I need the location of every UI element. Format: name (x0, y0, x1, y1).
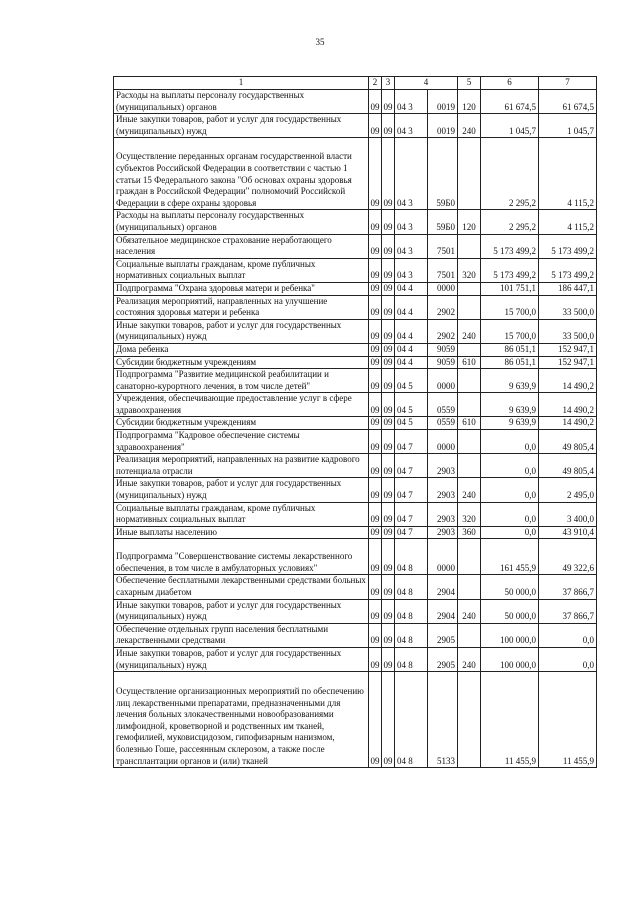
row-rz-cell: 09 (369, 575, 382, 599)
row-csr-code-cell: 7501 (428, 258, 458, 282)
row-pr-cell: 09 (382, 478, 395, 502)
row-rz-cell: 09 (369, 478, 382, 502)
row-rz-cell: 09 (369, 319, 382, 343)
row-csr-program-cell: 04 4 (395, 295, 428, 319)
row-amount-year1-cell: 2 295,2 (481, 138, 539, 210)
row-rz-cell: 09 (369, 343, 382, 356)
table-row (114, 234, 597, 258)
row-csr-code-cell: 2904 (428, 599, 458, 623)
row-amount-year1-cell: 2 295,2 (481, 210, 539, 234)
row-pr-cell: 09 (382, 502, 395, 526)
row-name-cell: Расходы на выплаты персоналу государственных (муниципальных) органов (114, 90, 369, 114)
row-rz-cell: 09 (369, 114, 382, 138)
row-amount-year1-cell: 0,0 (481, 478, 539, 502)
row-csr-program-cell: 04 3 (395, 114, 428, 138)
row-vr-cell (458, 138, 481, 210)
row-csr-program-cell: 04 7 (395, 526, 428, 539)
row-csr-code-cell: 2902 (428, 295, 458, 319)
row-pr-cell: 09 (382, 356, 395, 369)
row-pr-cell: 09 (382, 647, 395, 671)
row-csr-code-cell: 2903 (428, 454, 458, 478)
row-csr-program-cell: 04 8 (395, 539, 428, 575)
row-amount-year2-cell: 4 115,2 (539, 210, 597, 234)
row-name-cell: Субсидии бюджетным учреждениям (114, 417, 369, 430)
row-csr-program-cell: 04 4 (395, 356, 428, 369)
page-number: 35 (315, 37, 325, 47)
row-name-cell: Подпрограмма "Охрана здоровья матери и ребенка" (114, 282, 369, 295)
table-row (114, 319, 597, 343)
row-vr-cell: 240 (458, 478, 481, 502)
row-rz-cell: 09 (369, 539, 382, 575)
row-csr-program-cell: 04 7 (395, 454, 428, 478)
row-csr-program-cell: 04 5 (395, 417, 428, 430)
table-row (114, 502, 597, 526)
row-vr-cell (458, 234, 481, 258)
row-csr-code-cell: 0559 (428, 417, 458, 430)
row-amount-year1-cell: 101 751,1 (481, 282, 539, 295)
row-rz-cell: 09 (369, 417, 382, 430)
row-vr-cell: 610 (458, 356, 481, 369)
row-csr-program-cell: 04 8 (395, 672, 428, 768)
row-csr-code-cell: 2903 (428, 526, 458, 539)
row-name-cell: Иные закупки товаров, работ и услуг для государственных (муниципальных) нужд (114, 599, 369, 623)
row-amount-year2-cell: 37 866,7 (539, 575, 597, 599)
row-vr-cell (458, 369, 481, 393)
row-amount-year2-cell: 14 490,2 (539, 369, 597, 393)
row-rz-cell: 09 (369, 138, 382, 210)
row-csr-code-cell: 9059 (428, 343, 458, 356)
row-pr-cell: 09 (382, 539, 395, 575)
row-pr-cell: 09 (382, 454, 395, 478)
row-pr-cell: 09 (382, 138, 395, 210)
row-csr-code-cell: 0000 (428, 282, 458, 295)
row-amount-year1-cell: 0,0 (481, 430, 539, 454)
row-csr-code-cell: 0019 (428, 90, 458, 114)
row-amount-year1-cell: 61 674,5 (481, 90, 539, 114)
header-cell: 7 (539, 77, 597, 90)
row-name-cell: Подпрограмма "Развитие медицинской реабилитации и санаторно-курортного лечения, в том числе детей" (114, 369, 369, 393)
row-vr-cell: 240 (458, 647, 481, 671)
row-rz-cell: 09 (369, 295, 382, 319)
row-csr-code-cell: 9059 (428, 356, 458, 369)
row-amount-year1-cell: 0,0 (481, 526, 539, 539)
row-rz-cell: 09 (369, 647, 382, 671)
row-amount-year1-cell: 9 639,9 (481, 393, 539, 417)
row-vr-cell: 360 (458, 526, 481, 539)
table-row (114, 478, 597, 502)
row-vr-cell (458, 343, 481, 356)
row-csr-code-cell: 2903 (428, 502, 458, 526)
row-csr-code-cell: 0019 (428, 114, 458, 138)
row-name-cell: Иные закупки товаров, работ и услуг для государственных (муниципальных) нужд (114, 647, 369, 671)
row-rz-cell: 09 (369, 356, 382, 369)
header-cell: 3 (382, 77, 395, 90)
table-row (114, 672, 597, 768)
row-vr-cell (458, 454, 481, 478)
row-name-cell: Расходы на выплаты персоналу государственных (муниципальных) органов (114, 210, 369, 234)
row-amount-year1-cell: 0,0 (481, 454, 539, 478)
row-vr-cell (458, 623, 481, 647)
row-rz-cell: 09 (369, 393, 382, 417)
row-amount-year1-cell: 86 051,1 (481, 356, 539, 369)
row-amount-year2-cell: 186 447,1 (539, 282, 597, 295)
row-amount-year2-cell: 0,0 (539, 623, 597, 647)
row-amount-year1-cell: 1 045,7 (481, 114, 539, 138)
row-vr-cell: 240 (458, 599, 481, 623)
row-vr-cell (458, 672, 481, 768)
row-csr-program-cell: 04 5 (395, 393, 428, 417)
row-pr-cell: 09 (382, 90, 395, 114)
row-csr-program-cell: 04 4 (395, 282, 428, 295)
row-csr-program-cell: 04 3 (395, 138, 428, 210)
row-csr-program-cell: 04 8 (395, 623, 428, 647)
row-amount-year2-cell: 5 173 499,2 (539, 234, 597, 258)
table-row (114, 454, 597, 478)
row-rz-cell: 09 (369, 210, 382, 234)
row-name-cell: Обеспечение бесплатными лекарственными средствами больных сахарным диабетом (114, 575, 369, 599)
table-row (114, 369, 597, 393)
row-csr-code-cell: 0000 (428, 430, 458, 454)
row-name-cell: Обеспечение отдельных групп населения бесплатными лекарственными средствами (114, 623, 369, 647)
row-amount-year1-cell: 5 173 499,2 (481, 234, 539, 258)
row-amount-year1-cell: 9 639,9 (481, 369, 539, 393)
table-row (114, 114, 597, 138)
row-csr-program-cell: 04 7 (395, 430, 428, 454)
row-pr-cell: 09 (382, 623, 395, 647)
table-row (114, 258, 597, 282)
row-vr-cell (458, 295, 481, 319)
row-csr-code-cell: 0559 (428, 393, 458, 417)
row-amount-year2-cell: 49 805,4 (539, 454, 597, 478)
row-amount-year1-cell: 9 639,9 (481, 417, 539, 430)
row-csr-code-cell: 2905 (428, 623, 458, 647)
row-csr-program-cell: 04 7 (395, 502, 428, 526)
row-name-cell: Социальные выплаты гражданам, кроме публичных нормативных социальных выплат (114, 258, 369, 282)
row-amount-year2-cell: 14 490,2 (539, 393, 597, 417)
row-pr-cell: 09 (382, 114, 395, 138)
row-vr-cell (458, 393, 481, 417)
row-csr-code-cell: 0000 (428, 539, 458, 575)
table-row (114, 295, 597, 319)
row-rz-cell: 09 (369, 526, 382, 539)
table-row (114, 393, 597, 417)
row-rz-cell: 09 (369, 90, 382, 114)
row-rz-cell: 09 (369, 234, 382, 258)
table-header-row (114, 77, 597, 90)
row-amount-year1-cell: 5 173 499,2 (481, 258, 539, 282)
row-name-cell: Иные выплаты населению (114, 526, 369, 539)
row-amount-year2-cell: 33 500,0 (539, 319, 597, 343)
row-pr-cell: 09 (382, 282, 395, 295)
row-name-cell: Реализация мероприятий, направленных на улучшение состояния здоровья матери и ребенка (114, 295, 369, 319)
row-csr-code-cell: 2905 (428, 647, 458, 671)
budget-table (113, 76, 597, 768)
table-row (114, 539, 597, 575)
table-row (114, 430, 597, 454)
row-pr-cell: 09 (382, 526, 395, 539)
row-csr-program-cell: 04 4 (395, 343, 428, 356)
row-amount-year1-cell: 161 455,9 (481, 539, 539, 575)
table-row (114, 282, 597, 295)
row-pr-cell: 09 (382, 575, 395, 599)
row-rz-cell: 09 (369, 454, 382, 478)
table-row (114, 417, 597, 430)
table-row (114, 138, 597, 210)
row-rz-cell: 09 (369, 502, 382, 526)
table-row (114, 210, 597, 234)
row-amount-year2-cell: 3 400,0 (539, 502, 597, 526)
row-name-cell: Подпрограмма "Совершенствование системы лекарственного обеспечения, в том числе в амбулаторных условиях" (114, 539, 369, 575)
row-csr-program-cell: 04 8 (395, 647, 428, 671)
header-cell: 1 (114, 77, 369, 90)
row-rz-cell: 09 (369, 282, 382, 295)
row-name-cell: Иные закупки товаров, работ и услуг для государственных (муниципальных) нужд (114, 114, 369, 138)
header-cell: 4 (395, 77, 458, 90)
row-csr-code-cell: 2902 (428, 319, 458, 343)
row-name-cell: Субсидии бюджетным учреждениям (114, 356, 369, 369)
table-row (114, 647, 597, 671)
row-csr-code-cell: 59Б0 (428, 210, 458, 234)
row-name-cell: Учреждения, обеспечивающие предоставление услуг в сфере здравоохранения (114, 393, 369, 417)
header-cell: 2 (369, 77, 382, 90)
header-cell: 5 (458, 77, 481, 90)
row-pr-cell: 09 (382, 599, 395, 623)
row-name-cell: Иные закупки товаров, работ и услуг для государственных (муниципальных) нужд (114, 319, 369, 343)
table-row (114, 343, 597, 356)
row-name-cell: Иные закупки товаров, работ и услуг для государственных (муниципальных) нужд (114, 478, 369, 502)
table-row (114, 90, 597, 114)
row-name-cell: Реализация мероприятий, направленных на развитие кадрового потенциала отрасли (114, 454, 369, 478)
row-csr-program-cell: 04 3 (395, 90, 428, 114)
row-csr-program-cell: 04 7 (395, 478, 428, 502)
table-row (114, 575, 597, 599)
row-rz-cell: 09 (369, 672, 382, 768)
row-vr-cell (458, 282, 481, 295)
row-pr-cell: 09 (382, 369, 395, 393)
row-amount-year1-cell: 100 000,0 (481, 647, 539, 671)
row-amount-year2-cell: 33 500,0 (539, 295, 597, 319)
row-amount-year2-cell: 43 910,4 (539, 526, 597, 539)
row-vr-cell (458, 430, 481, 454)
row-vr-cell: 320 (458, 258, 481, 282)
row-csr-program-cell: 04 5 (395, 369, 428, 393)
row-amount-year2-cell: 152 947,1 (539, 343, 597, 356)
row-amount-year2-cell: 11 455,9 (539, 672, 597, 768)
row-amount-year1-cell: 50 000,0 (481, 575, 539, 599)
row-csr-program-cell: 04 4 (395, 319, 428, 343)
row-csr-program-cell: 04 3 (395, 234, 428, 258)
row-amount-year2-cell: 37 866,7 (539, 599, 597, 623)
row-pr-cell: 09 (382, 417, 395, 430)
row-name-cell: Дома ребенка (114, 343, 369, 356)
table-row (114, 526, 597, 539)
row-amount-year2-cell: 49 805,4 (539, 430, 597, 454)
row-amount-year1-cell: 15 700,0 (481, 295, 539, 319)
row-name-cell: Социальные выплаты гражданам, кроме публичных нормативных социальных выплат (114, 502, 369, 526)
row-vr-cell (458, 539, 481, 575)
row-vr-cell: 240 (458, 114, 481, 138)
row-name-cell: Осуществление переданных органам государственной власти субъектов Российской Федерации в соответствии с частью 1 статьи 15 Федерального закона "Об основах охраны здоровья граждан в Российской Федерации" полномочий Российской Федерации в сфере охраны здоровья (114, 138, 369, 210)
row-rz-cell: 09 (369, 369, 382, 393)
row-vr-cell: 610 (458, 417, 481, 430)
row-amount-year2-cell: 5 173 499,2 (539, 258, 597, 282)
row-csr-code-cell: 59Б0 (428, 138, 458, 210)
row-csr-code-cell: 2904 (428, 575, 458, 599)
row-amount-year2-cell: 1 045,7 (539, 114, 597, 138)
row-pr-cell: 09 (382, 234, 395, 258)
row-name-cell: Осуществление организационных мероприятий по обеспечению лиц лекарственными препаратами, предназначенными для лечения больных злокачественными новообразованиями лимфоидной, кроветворной и родственных им тканей, гемофилией, муковисцидозом, гипофизарным нанизмом, болезнью Гоше, рассеянным склерозом, а также после трансплантации органов и (или) тканей (114, 672, 369, 768)
row-pr-cell: 09 (382, 295, 395, 319)
row-csr-program-cell: 04 8 (395, 575, 428, 599)
row-amount-year1-cell: 11 455,9 (481, 672, 539, 768)
row-pr-cell: 09 (382, 319, 395, 343)
row-amount-year2-cell: 61 674,5 (539, 90, 597, 114)
row-vr-cell: 320 (458, 502, 481, 526)
table-row (114, 356, 597, 369)
row-pr-cell: 09 (382, 393, 395, 417)
table-row (114, 623, 597, 647)
row-amount-year1-cell: 86 051,1 (481, 343, 539, 356)
row-csr-code-cell: 2903 (428, 478, 458, 502)
row-rz-cell: 09 (369, 430, 382, 454)
row-amount-year2-cell: 2 495,0 (539, 478, 597, 502)
row-amount-year2-cell: 0,0 (539, 647, 597, 671)
row-amount-year2-cell: 4 115,2 (539, 138, 597, 210)
row-csr-program-cell: 04 8 (395, 599, 428, 623)
row-pr-cell: 09 (382, 343, 395, 356)
row-amount-year1-cell: 50 000,0 (481, 599, 539, 623)
row-pr-cell: 09 (382, 430, 395, 454)
row-name-cell: Подпрограмма "Кадровое обеспечение системы здравоохранения" (114, 430, 369, 454)
row-amount-year1-cell: 0,0 (481, 502, 539, 526)
row-pr-cell: 09 (382, 672, 395, 768)
row-vr-cell: 120 (458, 90, 481, 114)
row-amount-year2-cell: 49 322,6 (539, 539, 597, 575)
row-amount-year1-cell: 15 700,0 (481, 319, 539, 343)
row-csr-code-cell: 7501 (428, 234, 458, 258)
row-csr-program-cell: 04 3 (395, 210, 428, 234)
row-rz-cell: 09 (369, 599, 382, 623)
row-csr-code-cell: 0000 (428, 369, 458, 393)
row-vr-cell: 120 (458, 210, 481, 234)
row-amount-year2-cell: 14 490,2 (539, 417, 597, 430)
row-pr-cell: 09 (382, 210, 395, 234)
row-name-cell: Обязательное медицинское страхование неработающего населения (114, 234, 369, 258)
row-csr-code-cell: 5133 (428, 672, 458, 768)
header-cell: 6 (481, 77, 539, 90)
row-amount-year2-cell: 152 947,1 (539, 356, 597, 369)
row-amount-year1-cell: 100 000,0 (481, 623, 539, 647)
row-rz-cell: 09 (369, 258, 382, 282)
row-pr-cell: 09 (382, 258, 395, 282)
row-vr-cell: 240 (458, 319, 481, 343)
row-csr-program-cell: 04 3 (395, 258, 428, 282)
row-vr-cell (458, 575, 481, 599)
table-row (114, 599, 597, 623)
row-rz-cell: 09 (369, 623, 382, 647)
